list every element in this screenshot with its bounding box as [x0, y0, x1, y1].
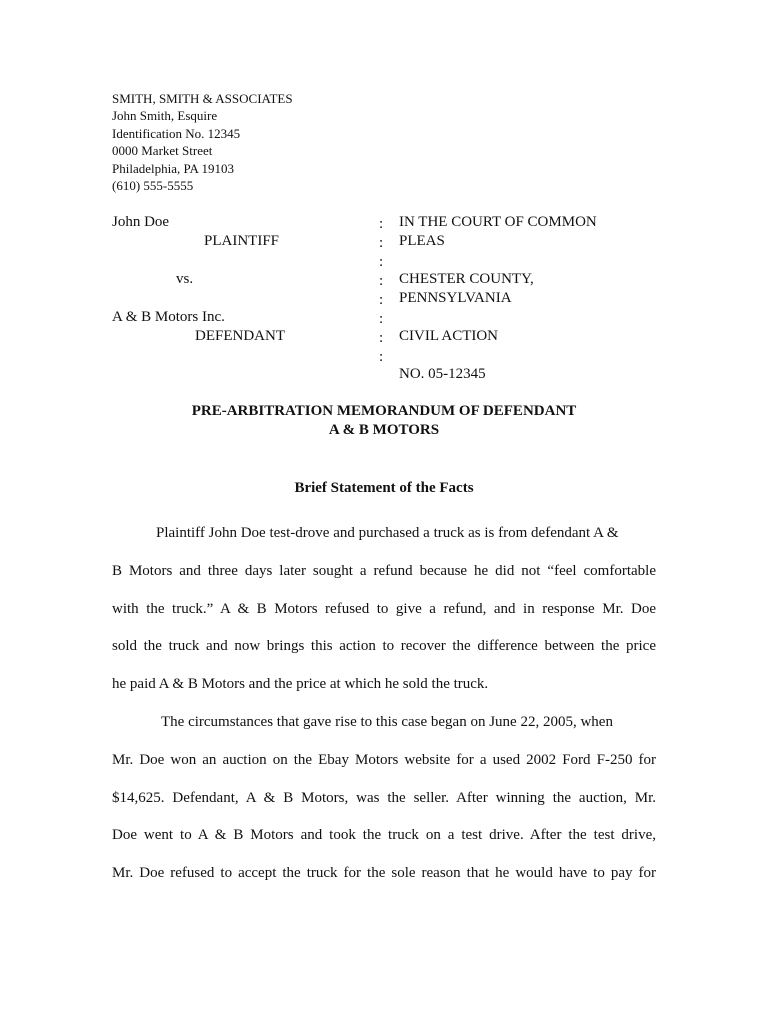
case-number: NO. 05-12345: [399, 366, 486, 382]
document-title-line2: A & B MOTORS: [328, 422, 440, 438]
attorney-name: John Smith, Esquire: [112, 108, 218, 124]
caption-colon: :: [379, 273, 384, 289]
court-name-line1: IN THE COURT OF COMMON: [399, 214, 597, 230]
document-title-line1: PRE-ARBITRATION MEMORANDUM OF DEFENDANT: [191, 403, 577, 419]
street-address: 0000 Market Street: [112, 143, 213, 159]
caption-colon: :: [379, 216, 384, 232]
defendant-name: A & B Motors Inc.: [112, 309, 225, 325]
section-heading: Brief Statement of the Facts: [294, 480, 474, 496]
caption-colon: :: [379, 349, 384, 365]
document-body: [112, 515, 656, 893]
caption-colon: :: [379, 292, 384, 308]
versus-label: vs.: [176, 271, 194, 287]
caption-colon: :: [379, 311, 384, 327]
court-name-line2: PLEAS: [399, 233, 445, 249]
plaintiff-label: PLAINTIFF: [204, 233, 280, 249]
identification-number: Identification No. 12345: [112, 125, 241, 141]
plaintiff-name: John Doe: [112, 214, 170, 230]
paragraph-line: he paid A & B Motors and the price at which he sold the truck.: [112, 676, 489, 693]
firm-header: [112, 90, 293, 194]
county-line2: PENNSYLVANIA: [399, 290, 512, 306]
city-address: Philadelphia, PA 19103: [112, 160, 234, 176]
paragraph-line: $14,625. Defendant, A & B Motors, was the seller. After winning the auction, Mr.: [112, 789, 656, 806]
paragraph-line: Mr. Doe won an auction on the Ebay Motors website for a used 2002 Ford F-250 for: [112, 751, 656, 768]
paragraph-line: with the truck.” A & B Motors refused to give a refund, and in response Mr. Doe: [112, 600, 656, 617]
paragraph-line: sold the truck and now brings this action to recover the difference between the price: [112, 638, 656, 655]
paragraph-line: Mr. Doe refused to accept the truck for the sole reason that he would have to pay for: [112, 865, 656, 882]
caption-colon: :: [379, 235, 384, 251]
paragraph-line: B Motors and three days later sought a refund because he did not “feel comfortable: [112, 562, 656, 579]
paragraph-line: Plaintiff John Doe test-drove and purchased a truck as is from defendant A &: [156, 525, 619, 541]
county-line1: CHESTER COUNTY,: [399, 271, 534, 287]
paragraph-line: The circumstances that gave rise to this case began on June 22, 2005, when: [161, 713, 613, 730]
civil-action-label: CIVIL ACTION: [399, 328, 499, 344]
document-title: [0, 402, 768, 440]
firm-name: SMITH, SMITH & ASSOCIATES: [112, 91, 293, 106]
phone-number: (610) 555-5555: [112, 178, 194, 194]
defendant-label: DEFENDANT: [195, 328, 285, 344]
caption-colon: :: [379, 254, 384, 270]
caption-colon: :: [379, 330, 384, 346]
paragraph-line: Doe went to A & B Motors and took the truck on a test drive. After the test drive,: [112, 827, 656, 844]
